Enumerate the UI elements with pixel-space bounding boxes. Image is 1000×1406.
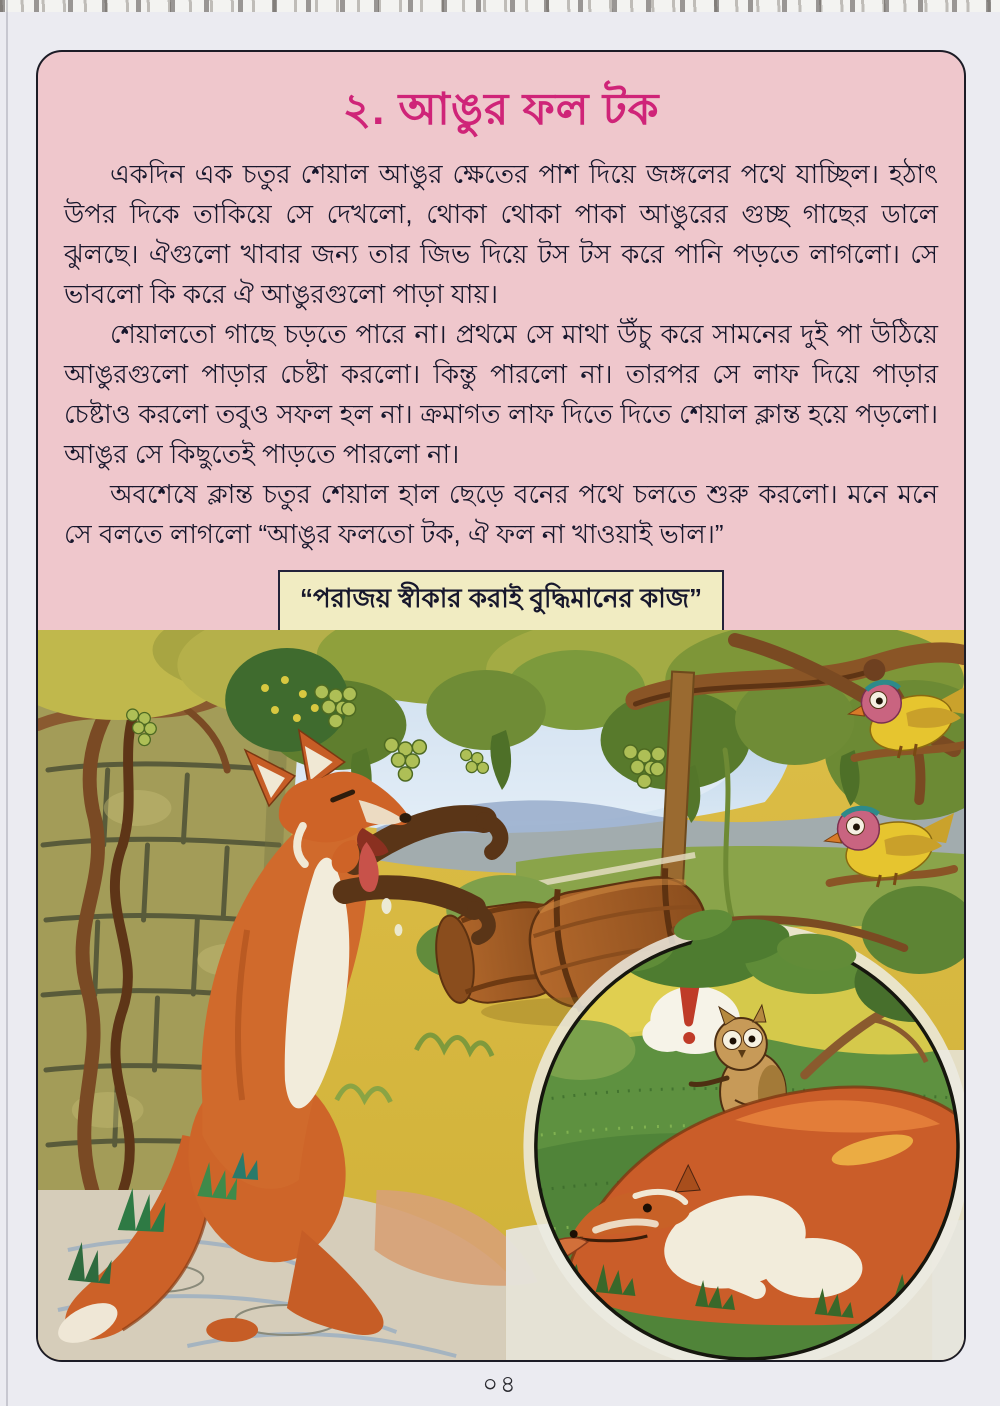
illustration-area bbox=[38, 630, 964, 1360]
story-paragraph-2: শেয়ালতো গাছে চড়তে পারে না। প্রথমে সে মাথা উঁচু করে সামনের দুই পা উঠিয়ে আঙুরগুলো পাড়ার চেষ্টা করলো। কিন্তু পারলো না। তারপর সে লাফ দিয়ে পাড়ার চেষ্টাও করলো তবুও সফল হল না। ক্রমাগত লাফ দিতে দিতে শেয়াল ক্লান্ত হয়ে পড়লো। আঙুর সে কিছুতেই পাড়তে পারলো না। bbox=[64, 319, 938, 470]
page-number: ০৪ bbox=[482, 1371, 518, 1398]
moral-box: “পরাজয় স্বীকার করাই বুদ্ধিমানের কাজ” bbox=[278, 570, 724, 632]
scan-edge-line bbox=[6, 0, 8, 1406]
saliva-drop bbox=[382, 898, 392, 914]
story-text-block bbox=[38, 134, 964, 632]
story-frame bbox=[36, 50, 966, 1362]
lying-fox-eye bbox=[643, 1204, 652, 1213]
fox-and-grapes-illustration bbox=[38, 630, 964, 1360]
story-paragraph-3: অবশেষে ক্লান্ত চতুর শেয়াল হাল ছেড়ে বনের পথে চলতে শুরু করলো। মনে মনে সে বলতে লাগলো “আঙুর ফলতো টক, ঐ ফল না খাওয়াই ভাল।” bbox=[64, 479, 938, 550]
story-title: ২. আঙুর ফল টক bbox=[342, 85, 660, 134]
saliva-drop-2 bbox=[394, 924, 402, 936]
story-paragraph-1: একদিন এক চতুর শেয়াল আঙুর ক্ষেতের পাশ দিয়ে জঙ্গলের পথে যাচ্ছিল। হঠাৎ উপর দিকে তাকিয়ে সে দেখলো, থোকা থোকা পাকা আঙুরের গুচ্ছ গাছের ডালে ঝুলছে। ঐগুলো খাবার জন্য তার জিভ দিয়ে টস টস করে পানি পড়তে লাগলো। সে ভাবলো কি করে ঐ আঙুরগুলো পাড়া যায়। bbox=[64, 159, 938, 310]
fox-nose bbox=[399, 813, 411, 823]
torn-paper-edge bbox=[0, 0, 1000, 12]
